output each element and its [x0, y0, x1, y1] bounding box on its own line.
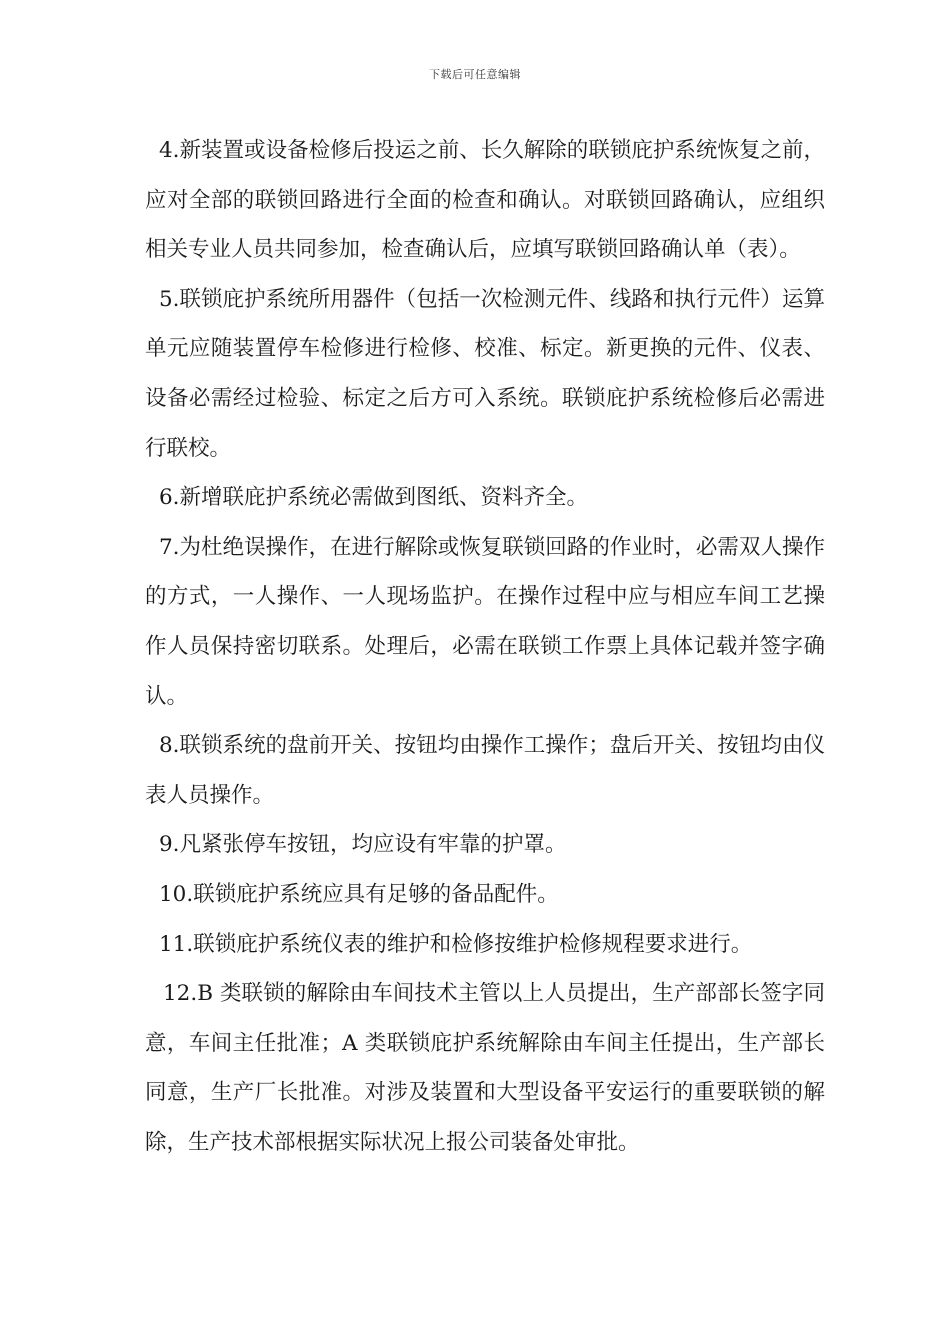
paragraph-7: 7.为杜绝误操作，在进行解除或恢复联锁回路的作业时，必需双人操作的方式，一人操作、一人现场监护。在操作过程中应与相应车间工艺操作人员保持密切联系。处理后，必需在联锁工作票上具体记载并签字确认。: [145, 534, 825, 709]
paragraph-4: 4.新装置或设备检修后投运之前、长久解除的联锁庇护系统恢复之前，应对全部的联锁回路进行全面的检查和确认。对联锁回路确认，应组织相关专业人员共同参加，检查确认后，应填写联锁回路确认单（表）。: [145, 138, 825, 263]
paragraph-12: 12.B 类联锁的解除由车间技术主管以上人员提出，生产部部长签字同意，车间主任批准；A 类联锁庇护系统解除由车间主任提出，生产部长同意，生产厂长批准。对涉及装置和大型设备平安运行的重要联锁的解除，生产技术部根据实际状况上报公司装备处审批。: [145, 981, 825, 1155]
paragraph-9: 9.凡紧张停车按钮，均应设有牢靠的护罩。: [159, 832, 567, 858]
paragraph-6: 6.新增联庇护系统必需做到图纸、资料齐全。: [159, 485, 589, 511]
paragraph-5: 5.联锁庇护系统所用器件（包括一次检测元件、线路和执行元件）运算单元应随装置停车检修进行检修、校准、标定。新更换的元件、仪表、设备必需经过检验、标定之后方可入系统。联锁庇护系统检修后必需进行联校。: [145, 286, 825, 461]
paragraph-8: 8.联锁系统的盘前开关、按钮均由操作工操作；盘后开关、按钮均由仪表人员操作。: [145, 733, 825, 808]
paragraph-11: 11.联锁庇护系统仪表的维护和检修按维护检修规程要求进行。: [159, 931, 753, 957]
paragraph-10: 10.联锁庇护系统应具有足够的备品配件。: [159, 881, 559, 907]
document-body: [145, 126, 825, 1167]
header-note: 下载后可任意编辑: [429, 68, 521, 81]
